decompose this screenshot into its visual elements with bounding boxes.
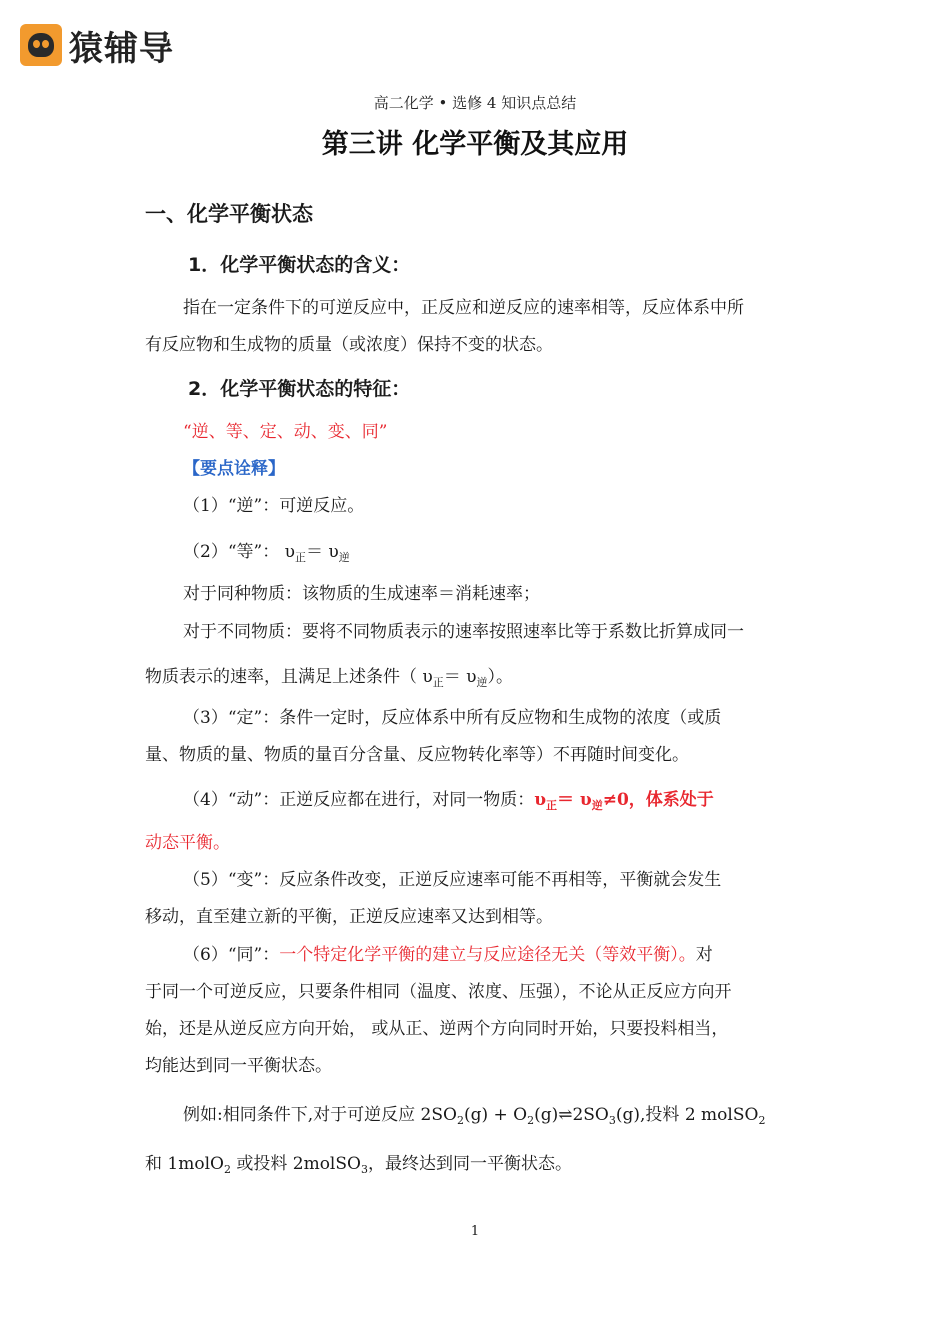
paragraph-line: 动态平衡。 bbox=[145, 833, 230, 853]
item-2: （2）“等”： $\upsilon_正= \upsilon_逆$ bbox=[183, 542, 350, 564]
item-1: （1）“逆”：可逆反应。 bbox=[183, 496, 365, 516]
item-4: （4）“动”：正逆反应都在进行，对同一物质：$\upsilon_正= \upsilon_逆\ne 0$，体系处于 bbox=[183, 790, 714, 812]
paragraph-line: 有反应物和生成物的质量（或浓度）保持不变的状态。 bbox=[145, 335, 553, 355]
item-5: （5）“变”：反应条件改变，正逆反应速率可能不再相等，平衡就会发生 bbox=[183, 870, 722, 890]
page-number: 1 bbox=[470, 1224, 480, 1239]
paragraph-line: 于同一个可逆反应，只要条件相同（温度、浓度、压强），不论从正反应方向开 bbox=[145, 982, 732, 1002]
item-6: （6）“同”：一个特定化学平衡的建立与反应途径无关（等效平衡）。对 bbox=[183, 945, 713, 965]
paragraph-line: 物质表示的速率，且满足上述条件（ $\upsilon_正= \upsilon_逆$）。 bbox=[145, 667, 513, 689]
paragraph-line: 始，还是从逆反应方向开始， 或从正、逆两个方向同时开始，只要投料相当， bbox=[145, 1019, 729, 1039]
item-3: （3）“定”：条件一定时，反应体系中所有反应物和生成物的浓度（或质 bbox=[183, 708, 722, 728]
logo bbox=[20, 24, 174, 69]
example-line: 和 1molO$_2$ 或投料 2molSO$_3$，最终达到同一平衡状态。 bbox=[145, 1154, 572, 1176]
features-text: “逆、等、定、动、变、同” bbox=[183, 422, 388, 442]
paragraph-line: 量、物质的量、物质的量百分含量、反应物转化率等）不再随时间变化。 bbox=[145, 745, 689, 765]
subsection-heading: 2．化学平衡状态的特征： bbox=[188, 378, 411, 400]
subsection-heading: 1．化学平衡状态的含义： bbox=[188, 254, 411, 276]
example-line: 例如:相同条件下,对于可逆反应 $2SO_2(g)$ + $O_2(g)\rightleftharpoons 2SO_3(g)$,投料 2 molSO$_2$ bbox=[183, 1105, 766, 1127]
section-heading: 一、化学平衡状态 bbox=[145, 202, 313, 226]
paragraph-line: 对于同种物质：该物质的生成速率＝消耗速率； bbox=[183, 584, 540, 604]
page-title: 第三讲 化学平衡及其应用 bbox=[321, 129, 629, 160]
paragraph-line: 均能达到同一平衡状态。 bbox=[145, 1056, 332, 1076]
paragraph-line: 指在一定条件下的可逆反应中，正反应和逆反应的速率相等，反应体系中所 bbox=[183, 298, 744, 318]
keypoints-label: 【要点诠释】 bbox=[183, 459, 285, 479]
paragraph-line: 对于不同物质：要将不同物质表示的速率按照速率比等于系数比折算成同一 bbox=[183, 622, 744, 642]
page-header: 高二化学 • 选修 4 知识点总结 bbox=[373, 94, 577, 112]
paragraph-line: 移动，直至建立新的平衡，正逆反应速率又达到相等。 bbox=[145, 907, 553, 927]
logo-text: 猿辅导 bbox=[69, 28, 174, 69]
monkey-logo-icon bbox=[20, 24, 62, 66]
